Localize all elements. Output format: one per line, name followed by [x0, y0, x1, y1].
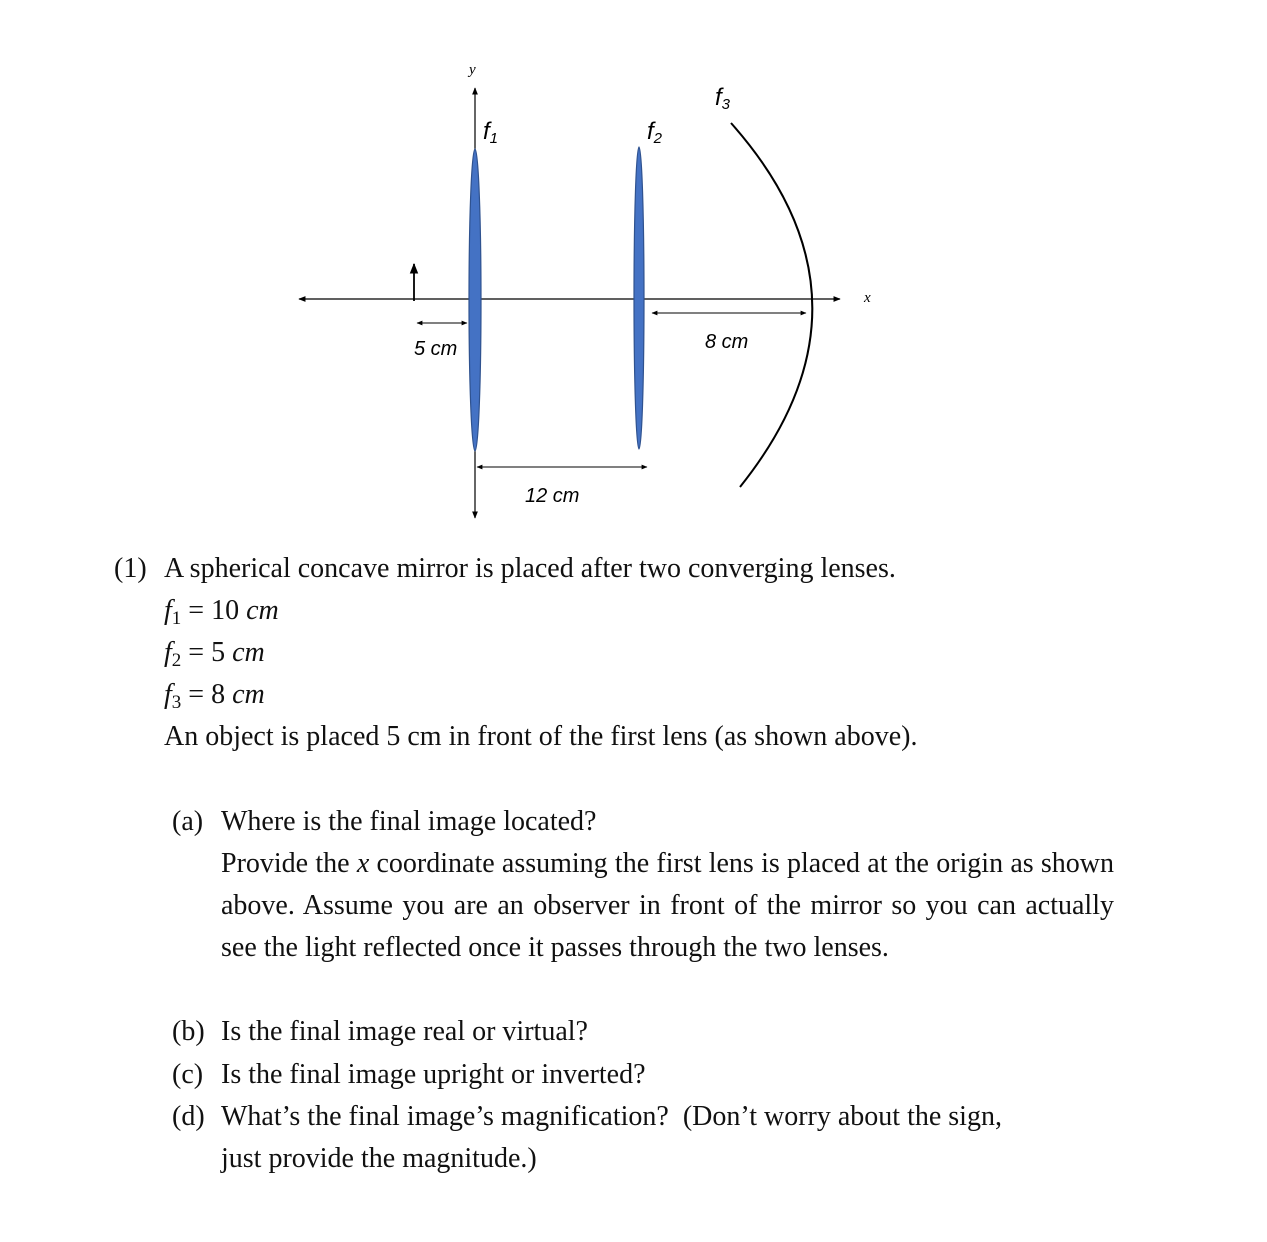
part-b-question: Is the final image real or virtual?	[221, 1016, 588, 1047]
lens-2	[634, 147, 644, 449]
y-axis-label: y	[469, 62, 476, 78]
problem-intro: A spherical concave mirror is placed after two converging lenses.	[164, 553, 896, 584]
part-a-label: (a)	[172, 806, 204, 837]
lens-1	[469, 149, 481, 451]
part-d-question: What’s the final image’s magnification? (Don’t worry about the sign,	[221, 1101, 1002, 1132]
dim-object-lens1-label: 5 cm	[414, 338, 458, 360]
concave-mirror	[731, 123, 812, 487]
part-d-label: (d)	[172, 1101, 205, 1132]
lens-1-label: f1	[483, 118, 499, 147]
given-f3: $f_3 = 8$ cm	[164, 679, 265, 713]
dim-lens2-mirror-label: 8 cm	[705, 331, 749, 353]
problem-number: (1)	[114, 553, 147, 584]
part-a-question: Where is the final image located?	[221, 806, 597, 837]
part-b-label: (b)	[172, 1016, 205, 1047]
given-f2: $f_2 = 5$ cm	[164, 637, 265, 671]
part-c-label: (c)	[172, 1059, 204, 1090]
part-a-detail: Provide the x coordinate assuming the first lens is placed at the origin as shown above. Assume you are an observer in front of the mirror so you can actually see the light reflected once it passes through the two lenses.	[221, 848, 1115, 963]
given-f1: $f_1 = 10$ cm	[164, 595, 279, 629]
x-axis-label: x	[864, 290, 871, 306]
part-c-question: Is the final image upright or inverted?	[221, 1059, 646, 1090]
lens-2-label: f2	[647, 118, 663, 147]
optics-diagram	[0, 0, 1267, 540]
object-note: An object is placed 5 cm in front of the first lens (as shown above).	[164, 721, 918, 752]
dim-lens1-lens2-label: 12 cm	[525, 485, 580, 507]
part-d-continuation: just provide the magnitude.)	[221, 1143, 537, 1174]
mirror-label: f3	[715, 84, 731, 113]
